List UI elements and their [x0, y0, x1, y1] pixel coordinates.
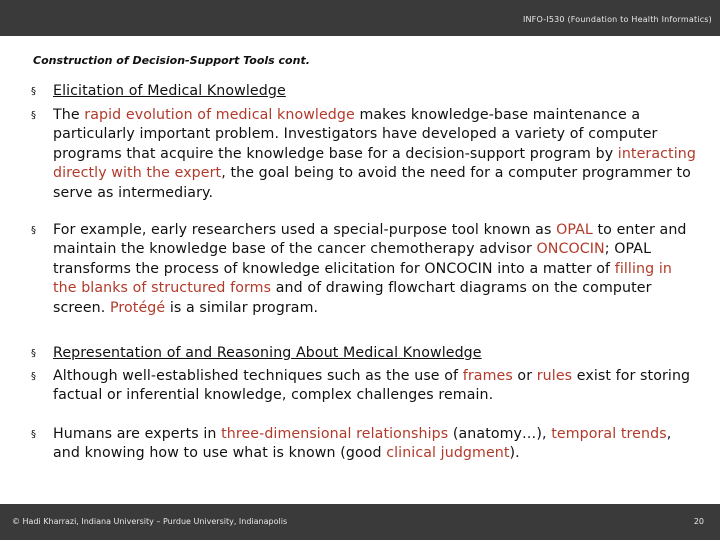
- highlight-text: three-dimensional relationships: [221, 426, 449, 442]
- highlight-text: frames: [462, 368, 513, 384]
- bullet-marker: §: [31, 225, 37, 236]
- bullet-text: [53, 106, 696, 203]
- highlight-text: temporal trends: [551, 426, 667, 442]
- highlight-text: OPAL: [556, 222, 593, 238]
- text-run: (anatomy…),: [448, 426, 552, 442]
- header-bar: [0, 0, 720, 36]
- section-heading: Representation of and Reasoning About Medical Knowledge: [53, 345, 482, 361]
- text-run: ; OPAL transforms the process of knowledge elicitation for ONCOCIN into a matter of: [53, 241, 652, 277]
- text-run: For example, early researchers used a special-purpose tool known as: [53, 222, 557, 238]
- bullet-marker: §: [31, 110, 37, 121]
- text-run: Humans are experts in: [53, 426, 222, 442]
- highlight-text: rapid evolution of medical knowledge: [84, 107, 355, 123]
- highlight-text: ONCOCIN: [536, 241, 605, 258]
- text-run: is a similar program.: [165, 299, 319, 316]
- bullet-representation-heading: [31, 344, 696, 363]
- highlight-text: rules: [536, 368, 573, 384]
- bullet-opal-example: [31, 221, 696, 318]
- bullet-text: [53, 221, 696, 318]
- text-run: and of drawing flowchart diagrams on the computer screen.: [53, 280, 652, 316]
- bullet-text: [53, 367, 696, 406]
- highlight-text: interacting directly with the expert: [53, 145, 696, 182]
- text-run: ).: [509, 445, 520, 462]
- text-run: , and knowing how to use what is known (good: [53, 426, 672, 462]
- bullet-elicitation-heading: [31, 82, 696, 101]
- bullet-frames-rules: [31, 367, 696, 406]
- bullet-text: [53, 425, 696, 464]
- text-run: exist for storing factual or inferential knowledge, complex challenges remain.: [53, 368, 691, 404]
- text-run: The: [53, 107, 85, 123]
- highlight-text: filling in the blanks of structured forms: [53, 260, 672, 297]
- bullet-marker: §: [31, 86, 37, 97]
- slide-title: Construction of Decision-Support Tools cont.: [33, 54, 310, 67]
- bullet-marker: §: [31, 429, 37, 440]
- highlight-text: clinical judgment: [386, 445, 510, 462]
- text-run: to enter and maintain the knowledge base of the cancer chemotherapy advisor: [53, 222, 687, 258]
- text-run: Although well-established techniques such as the use of: [53, 368, 463, 384]
- bullet-knowledge-maintenance: [31, 106, 696, 203]
- text-run: , the goal being to avoid the need for a computer programmer to serve as intermediary.: [53, 165, 691, 201]
- text-run: or: [512, 368, 537, 384]
- highlight-text: Protégé: [109, 299, 166, 316]
- bullet-marker: §: [31, 371, 37, 382]
- course-title: INFO-I530 (Foundation to Health Informatics): [522, 15, 712, 24]
- footer-bar: [0, 504, 720, 540]
- text-run: makes knowledge-base maintenance a particularly important problem. Investigators have developed a variety of computer programs that acquire the knowledge base for a decision-support program by: [53, 107, 658, 162]
- page-number: 20: [693, 517, 704, 526]
- section-heading: Elicitation of Medical Knowledge: [53, 83, 286, 99]
- bullet-marker: §: [31, 348, 37, 359]
- footer-credit: © Hadi Kharrazi, Indiana University – Purdue University, Indianapolis: [12, 517, 288, 526]
- bullet-human-expertise: [31, 425, 696, 464]
